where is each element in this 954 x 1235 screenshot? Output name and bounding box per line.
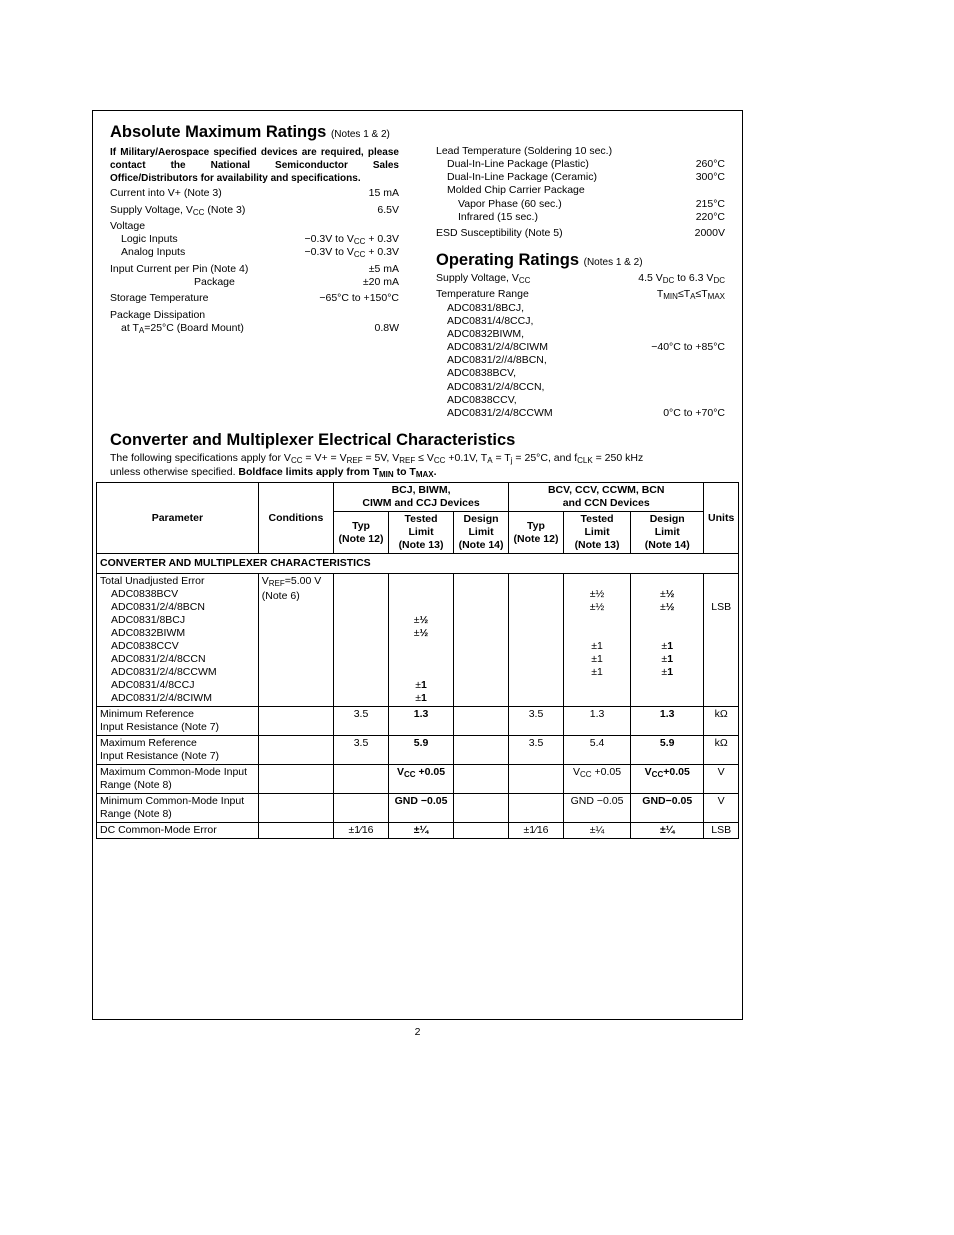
op-value: −40°C to +85°C [651, 341, 725, 353]
section-header: CONVERTER AND MULTIPLEXER CHARACTERISTICS [97, 554, 739, 574]
lead-value: 215°C [695, 198, 725, 210]
lead-value: 220°C [695, 211, 725, 223]
col-conditions: Conditions [258, 483, 333, 554]
col-group2: BCV, CCV, CCWM, BCN and CCN Devices [509, 483, 704, 512]
col-tested: Tested Limit (Note 13) [563, 512, 630, 554]
table-row: Maximum Common-Mode Input Range (Note 8) $V_{CC} +0.05$ $V_{CC} +0.05$ $V_{CC}+0.05$ V [97, 765, 739, 794]
row-label: Package Dissipation [110, 309, 206, 321]
row-value: −0.3V to $V_{CC} + 0.3V$ [304, 246, 399, 259]
op-device: ADC0831/8BCJ, [447, 302, 525, 314]
lead-label: Dual-In-Line Package (Plastic) [447, 158, 589, 170]
col-typ: Typ (Note 12) [334, 512, 389, 554]
col-design: Design Limit (Note 14) [631, 512, 704, 554]
table-row: Maximum Reference Input Resistance (Note 7) 3.5 5.9 3.5 5.4 5.9 kΩ [97, 736, 739, 765]
lead-value: 300°C [695, 171, 725, 183]
op-device: ADC0838BCV, [447, 367, 517, 379]
row-label: Storage Temperature [110, 292, 209, 304]
row-label: Current into V+ (Note 3) [110, 187, 222, 199]
row-value: 0.8W [374, 322, 399, 334]
op-device: ADC0831/4/8CCJ, [447, 315, 534, 327]
lead-label: Molded Chip Carrier Package [447, 184, 585, 196]
op-device: ADC0831/2/4/8CIWM [447, 341, 548, 353]
lead-value: 2000V [694, 227, 725, 239]
op-value: $T_{MIN}\le T_A\le T_{MAX}$ [656, 288, 725, 301]
row-label: Analog Inputs [121, 246, 186, 258]
op-device: ADC0831/2/4/8CCN, [447, 381, 545, 393]
op-device: ADC0831/2//4/8BCN, [447, 354, 547, 366]
table-row: DC Common-Mode Error ±1⁄16 ±¼ ±1⁄16 ±¼ ±¼ LSB [97, 823, 739, 839]
row-value: 15 mA [368, 187, 399, 199]
row-value: −65°C to +150°C [319, 292, 399, 304]
units-cell: LSB [704, 574, 739, 707]
op-value: 0°C to +70°C [663, 407, 725, 419]
row-value: ±5 mA [368, 263, 399, 275]
ec-table [96, 482, 739, 839]
row-label: Input Current per Pin (Note 4) [110, 263, 249, 275]
table-row [97, 574, 739, 707]
row-value: ±20 mA [362, 276, 399, 288]
lead-label: Vapor Phase (60 sec.) [458, 198, 562, 210]
op-device: ADC0838CCV, [447, 394, 517, 406]
row-label: Voltage [110, 220, 146, 232]
abs-max-intro: If Military/Aerospace specified devices are required, please contact the National Semiconductor Sales Office/Distributors for availability and specifications. [110, 147, 399, 184]
row-label: Package [194, 276, 235, 288]
ec-desc2: unless otherwise specified. Boldface limits apply from $T_{MIN}$ to $T_{MAX}$. [110, 466, 437, 479]
table-row: Minimum Common-Mode Input Range (Note 8) GND −0.05 GND −0.05 GND−0.05 V [97, 794, 739, 823]
col-tested: Tested Limit (Note 13) [388, 512, 453, 554]
op-device: ADC0832BIWM, [447, 328, 525, 340]
table-row: Minimum Reference Input Resistance (Note 7) 3.5 1.3 3.5 1.3 1.3 kΩ [97, 707, 739, 736]
col-group1: BCJ, BIWM, CIWM and CCJ Devices [334, 483, 509, 512]
page-number: 2 [414, 1026, 421, 1038]
param-cell: Total Unadjusted Error ADC0838BCV ADC0831/2/4/8BCN ADC0831/8BCJ ADC0832BIWM ADC0838CCV ADC0831/2/4/8CCN ADC0831/2/4/8CCWM ADC0831/4/8CCJ ADC0831/2/4/8CIWM [97, 574, 259, 707]
lead-label: Dual-In-Line Package (Ceramic) [447, 171, 597, 183]
row-value: −0.3V to $V_{CC} + 0.3V$ [304, 233, 399, 246]
col-typ: Typ (Note 12) [509, 512, 564, 554]
lead-label: Infrared (15 sec.) [458, 211, 538, 223]
op-label: Temperature Range [436, 288, 529, 300]
lead-label: Lead Temperature (Soldering 10 sec.) [436, 145, 613, 157]
ec-title: Converter and Multiplexer Electrical Characteristics [110, 431, 516, 449]
op-device: ADC0831/2/4/8CCWM [447, 407, 553, 419]
ec-desc: The following specifications apply for $V_{CC} = V+ = V_{REF} = 5V$, $V_{REF} \le V_{CC} +0.1V$, $T_A = T_j = 25^\circ C$, and $f_{CLK} = 250$ kHz [110, 452, 644, 465]
op-label: Supply Voltage, $V_{CC}$ [436, 272, 531, 285]
row-label: at $T_A=25^\circ C$ (Board Mount) [121, 322, 244, 335]
col-units: Units [704, 483, 739, 554]
tested-cell: ±½ ±½ ±1 ±1 ±1 [563, 574, 630, 707]
row-label: Logic Inputs [121, 233, 178, 245]
col-design: Design Limit (Note 14) [454, 512, 509, 554]
op-title: Operating Ratings (Notes 1 & 2) [436, 251, 643, 269]
cond-cell: $V_{REF}=5.00$ V (Note 6) [258, 574, 333, 707]
row-value: 6.5V [377, 204, 399, 216]
abs-max-title: Absolute Maximum Ratings (Notes 1 & 2) [110, 123, 390, 141]
lead-label: ESD Susceptibility (Note 5) [436, 227, 563, 239]
lead-value: 260°C [695, 158, 725, 170]
op-value: 4.5 $V_{DC}$ to 6.3 $V_{DC}$ [638, 272, 725, 285]
row-label: Supply Voltage, $V_{CC}$ (Note 3) [110, 204, 246, 217]
design-cell: ±½ ±½ ±1 ±1 ±1 [631, 574, 704, 707]
col-parameter: Parameter [97, 483, 259, 554]
tested-cell: ±½ ±½ ±1 ±1 [388, 574, 453, 707]
